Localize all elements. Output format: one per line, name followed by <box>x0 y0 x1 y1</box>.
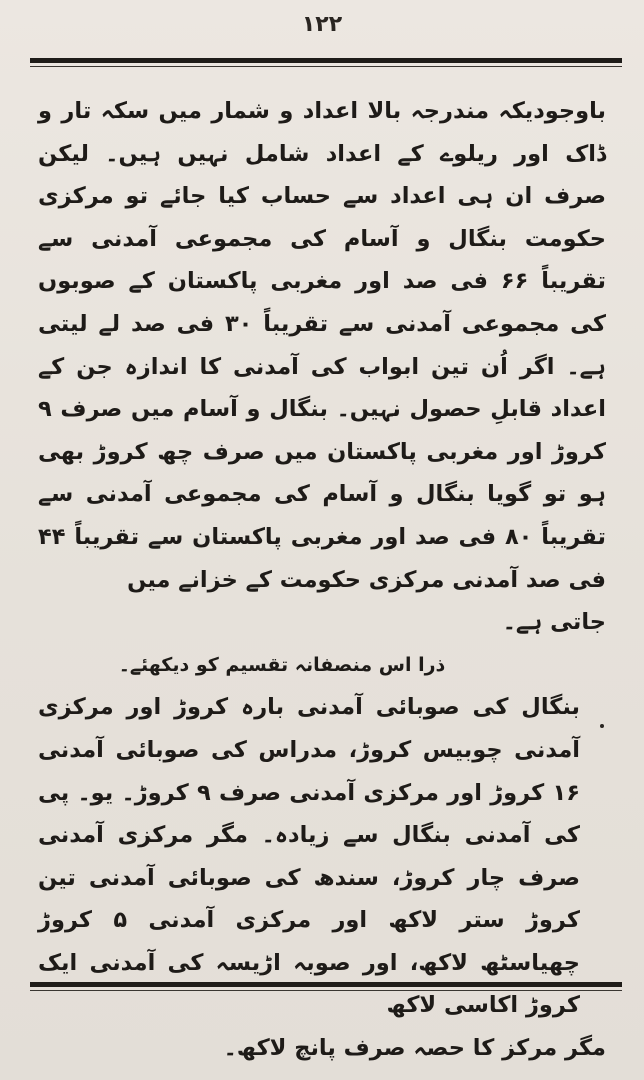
top-rule-thick <box>30 58 622 63</box>
paragraph-1: باوجودیکہ مندرجہ بالا اعداد و شمار میں سکہ تار و ڈاک اور ریلوے کے اعداد شامل نہیں ہیں۔ لیکن صرف ان ہی اعداد سے حساب کیا جائے تو مرکزی حکومت بنگال و آسام کی مجموعی آمدنی سے تقریباً ۶۶ فی صد اور مغربی پاکستان کے صوبوں کی مجموعی آمدنی سے تقریباً ۳۰ فی صد لے لیتی ہے۔ اگر اُن تین ابواب کی آمدنی کا اندازہ جن کے اعداد قابلِ حصول نہیں۔ بنگال و آسام میں صرف ۹ کروڑ اور مغربی پاکستان میں صرف چھ کروڑ بھی ہو تو گویا بنگال و آسام کی مجموعی آمدنی سے تقریباً ۸۰ فی صد اور مغربی پاکستان سے تقریباً ۴۴ فی صد آمدنی مرکزی حکومت کے خزانے میں <box>38 98 606 593</box>
paragraph-1-end: جاتی ہے۔ <box>502 609 606 636</box>
paragraph-2-end: مگر مرکز کا حصہ صرف پانچ لاکھ۔ <box>223 1035 606 1062</box>
body-text <box>38 90 606 1070</box>
bottom-rule <box>30 982 622 991</box>
section-heading: ذرا اس منصفانہ تقسیم کو دیکھئے۔ <box>118 653 446 676</box>
bottom-rule-thin <box>30 990 622 991</box>
bottom-rule-thick <box>30 982 622 987</box>
page-number: ۱۲۲ <box>301 12 343 37</box>
top-rule <box>30 58 622 67</box>
top-rule-thin <box>30 66 622 67</box>
paragraph-2: بنگال کی صوبائی آمدنی بارہ کروڑ اور مرکزی آمدنی چوبیس کروڑ، مدراس کی صوبائی آمدنی ۱۶ کروڑ اور مرکزی آمدنی صرف ۹ کروڑ۔ یو۔ پی کی آمدنی بنگال سے زیادہ۔ مگر مرکزی آمدنی صرف چار کروڑ، سندھ کی صوبائی آمدنی تین کروڑ ستر لاکھ اور مرکزی آمدنی ۵ کروڑ چھیاسٹھ لاکھ، اور صوبہ اڑیسہ کی آمدنی ایک کروڑ اکاسی لاکھ <box>38 686 606 1027</box>
